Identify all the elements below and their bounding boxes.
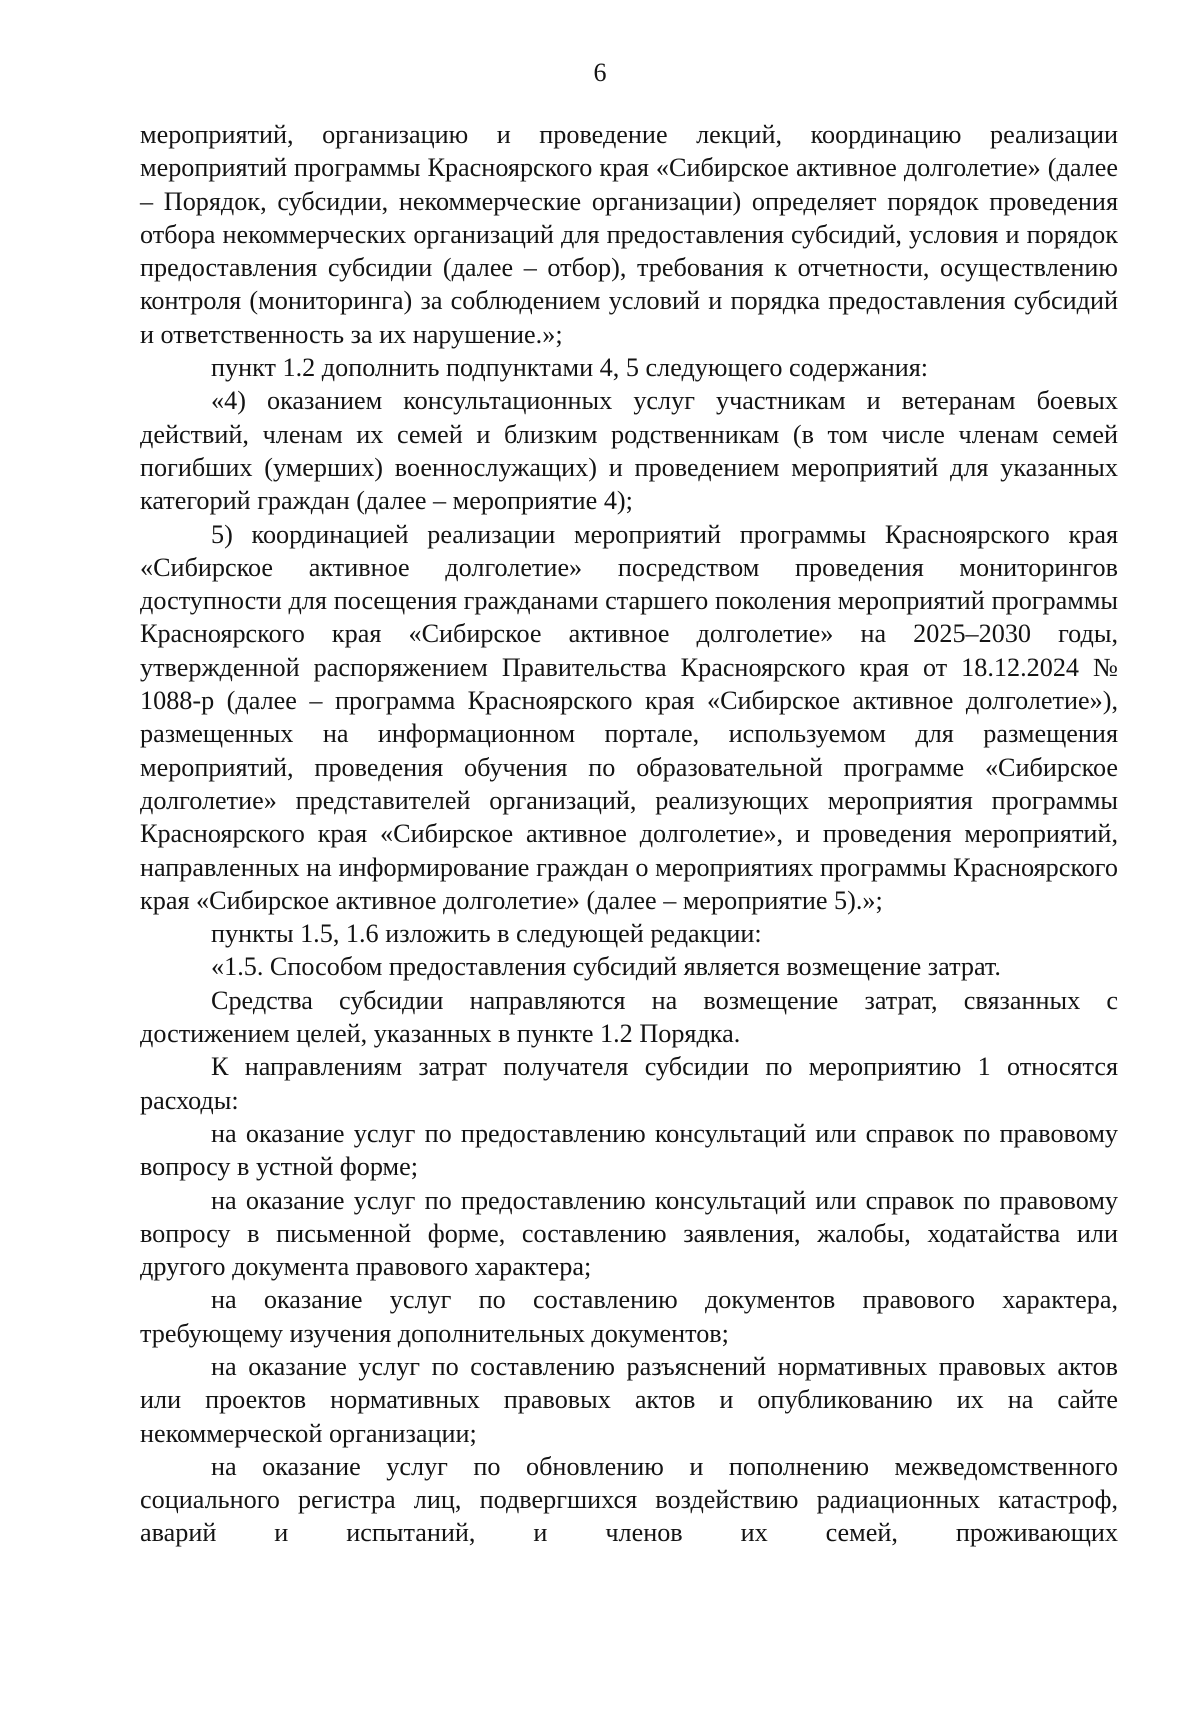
paragraph: на оказание услуг по обновлению и пополнению межведомственного социального регистра лиц, подвергшихся воздействию радиационных катастроф, аварий и испытаний, и членов их семей, проживающих xyxy=(140,1451,1118,1548)
paragraph: К направлениям затрат получателя субсидии по мероприятию 1 относятся расходы: xyxy=(140,1052,1118,1115)
page-number: 6 xyxy=(593,58,607,87)
paragraph: мероприятий, организацию и проведение лекций, координацию реализации мероприятий программы Красноярского края «Сибирское активное долголетие» (далее – Порядок, субсидии, некоммерческие организации) определяет порядок проведения отбора некоммерческих организаций для предоставления субсидий, условия и порядок предоставления субсидии (далее – отбор), требования к отчетности, осуществлению контроля (мониторинга) за соблюдением условий и порядка предоставления субсидий и ответственность за их нарушение.»; xyxy=(140,120,1118,349)
paragraph: «4) оказанием консультационных услуг участникам и ветеранам боевых действий, членам их семей и близким родственникам (в том числе членам семей погибших (умерших) военнослужащих) и проведением мероприятий для указанных категорий граждан (далее – мероприятие 4); xyxy=(140,386,1118,516)
document-body xyxy=(140,118,1118,1550)
paragraph: пункты 1.5, 1.6 изложить в следующей редакции: xyxy=(211,919,762,949)
paragraph: Средства субсидии направляются на возмещение затрат, связанных с достижением целей, указанных в пункте 1.2 Порядка. xyxy=(140,985,1118,1049)
paragraph: пункт 1.2 дополнить подпунктами 4, 5 следующего содержания: xyxy=(211,353,929,383)
paragraph: на оказание услуг по предоставлению консультаций или справок по правовому вопросу в письменной форме, составлению заявления, жалобы, ходатайства или другого документа правового характера; xyxy=(140,1185,1118,1282)
paragraph: на оказание услуг по составлению разъяснений нормативных правовых актов или проектов нормативных правовых актов и опубликованию их на сайте некоммерческой организации; xyxy=(140,1351,1118,1448)
paragraph: «1.5. Способом предоставления субсидий является возмещение затрат. xyxy=(211,952,1001,982)
paragraph: 5) координацией реализации мероприятий программы Красноярского края «Сибирское активное долголетие» посредством проведения мониторингов доступности для посещения гражданами старшего поколения мероприятий программы Красноярского края «Сибирское активное долголетие» на 2025–2030 годы, утвержденной распоряжением Правительства Красноярского края от 18.12.2024 № 1088-р (далее – программа Красноярского края «Сибирское активное долголетие»), размещенных на информационном портале, используемом для размещения мероприятий, проведения обучения по образовательной программе «Сибирское долголетие» представителей организаций, реализующих мероприятия программы Красноярского края «Сибирское активное долголетие», и проведения мероприятий, направленных на информирование граждан о мероприятиях программы Красноярского края «Сибирское активное долголетие» (далее – мероприятие 5).»; xyxy=(140,519,1118,915)
paragraph: на оказание услуг по предоставлению консультаций или справок по правовому вопросу в устной форме; xyxy=(140,1118,1118,1182)
paragraph: на оказание услуг по составлению документов правового характера, требующему изучения дополнительных документов; xyxy=(140,1285,1118,1348)
